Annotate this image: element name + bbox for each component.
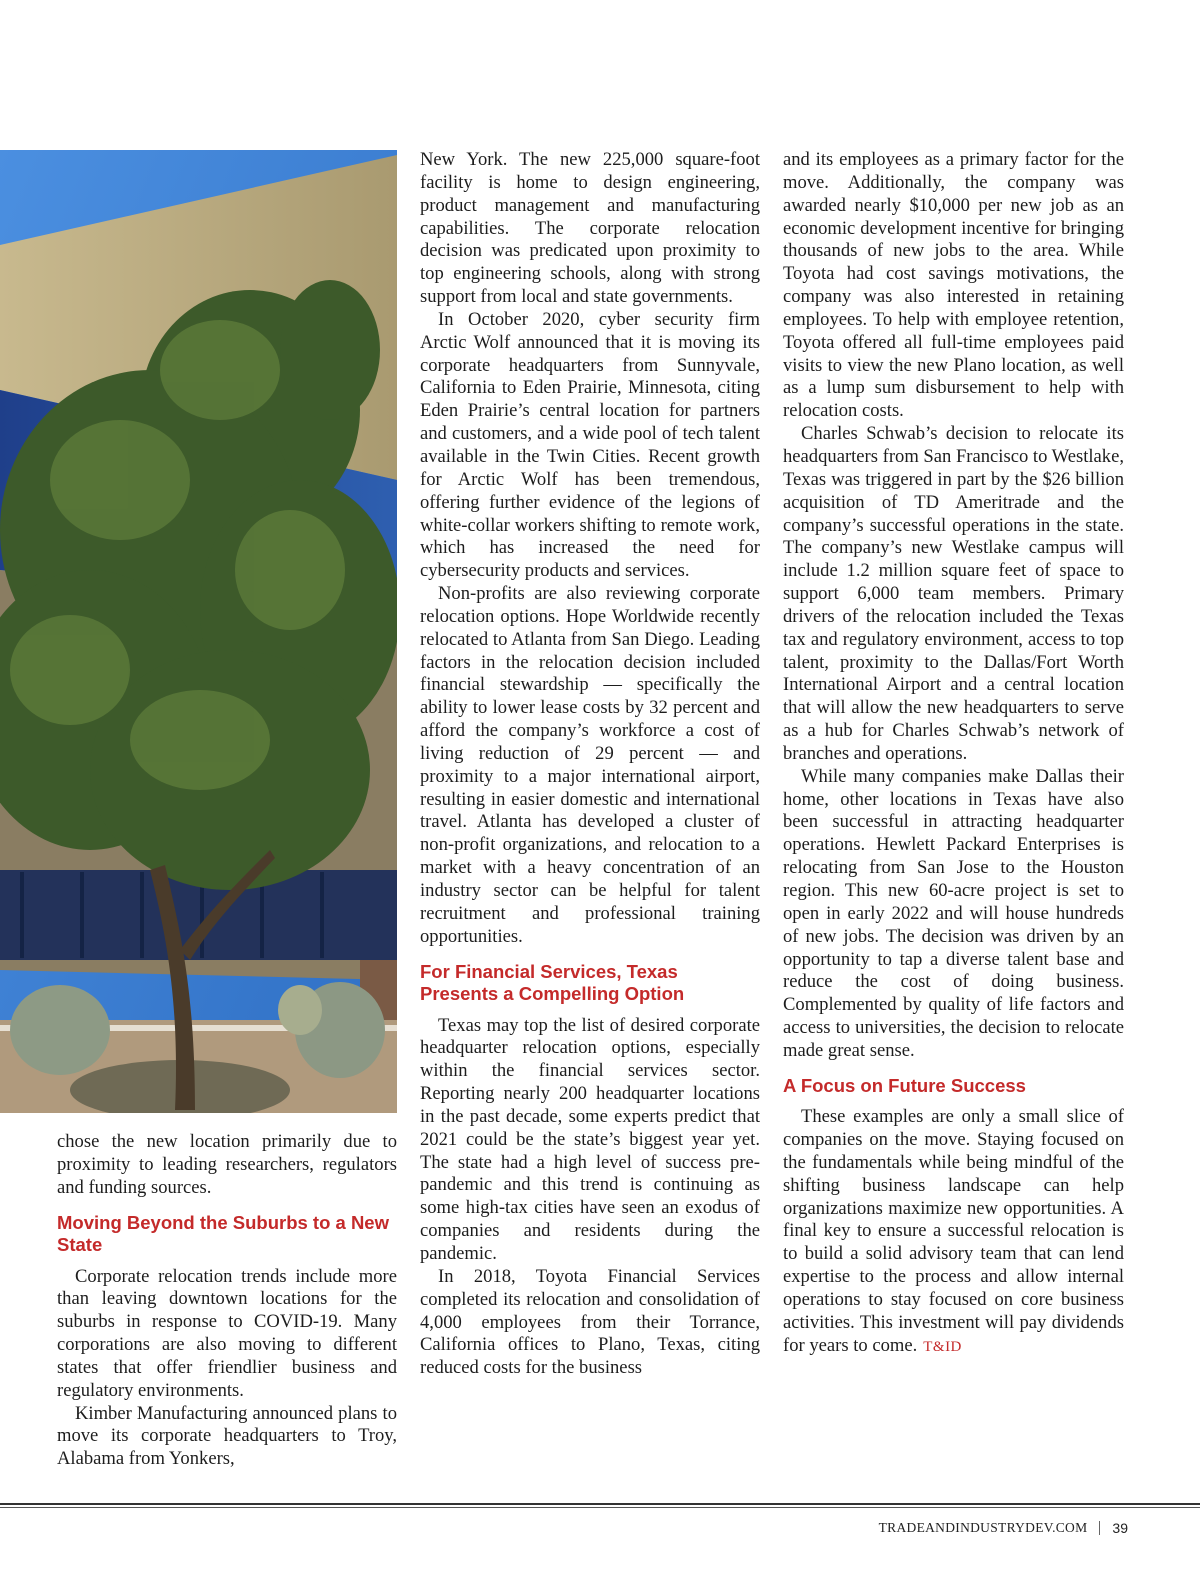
website-url[interactable]: TRADEANDINDUSTRYDEV.COM [878,1520,1088,1535]
paragraph: In October 2020, cyber security firm Arctic Wolf announced that it is moving its corporate headquarters from Sunnyvale, California to Eden Prairie, Minnesota, citing Eden Prairie’s central location for partners and customers, and a wide pool of tech talent available in the Twin Cities. Recent growth for Arctic Wolf has been tremendous, offering further evidence of the legions of white-collar workers shifting to remote work, which has increased the need for cybersecurity products and services. [420,308,760,582]
footer-rule-thin [0,1507,1200,1508]
paragraph [783,1106,1124,1358]
paragraph: Charles Schwab’s decision to relocate its headquarters from San Francisco to Westlake, Texas was triggered in part by the $26 billion acquisition of TD Ameritrade and the company’s successful operations in the state. The company’s new Westlake campus will include 1.2 million square feet of space to support 6,000 team members. Primary drivers of the relocation included the Texas tax and regulatory environment, access to top talent, proximity to the Dallas/Fort Worth International Airport and a central location that will allow the new headquarters to serve as a hub for Charles Schwab’s network of branches and operations. [783,423,1125,764]
page-number: 39 [1112,1520,1128,1536]
paragraph: In 2018, Toyota Financial Services completed its relocation and consolidation of 4,000 employees from their Torrance, California offices to Plano, Texas, citing reduced costs for the business [420,1265,760,1379]
paragraph: While many companies make Dallas their home, other locations in Texas have also been successful in attracting headquarter operations. Hewlett Packard Enterprises is relocating from San Jose to the Houston region. This new 60-acre project is set to open in early 2022 and will house hundreds of new jobs. The decision was driven by an opportunity to tap a diverse talent base and reduce the cost of doing business. Complemented by quality of life factors and access to universities, the decision to relocate made great sense. [783,765,1124,1061]
section-heading-financial-services: For Financial Services, Texas Presents a Compelling Option [420,960,685,1005]
page-footer [879,1520,1128,1536]
section-heading-future-success: A Focus on Future Success [783,1074,1026,1096]
footer-rule [0,1503,1200,1505]
article-column-3 [783,149,1124,1359]
signoff-mark: T&ID [923,1338,962,1355]
paragraph: New York. The new 225,000 square-foot facility is home to design engineering, product management and manufacturing capabilities. The corporate relocation decision was predicated upon proximity to top engineering schools, along with strong support from local and state governments. [420,149,760,308]
paragraph: chose the new location primarily due to proximity to leading researchers, regulators and funding sources. [57,1131,397,1198]
building-photo [0,150,397,1113]
paragraph: and its employees as a primary factor for the move. Additionally, the company was awarded nearly $10,000 per new job as an economic development incentive for bringing thousands of new jobs to the area. While Toyota had cost savings motivations, the company was also interested in retaining employees. To help with employee retention, Toyota offered all full-time employees paid visits to view the new Plano location, as well as a lump sum disbursement to help with relocation costs. [783,149,1124,422]
paragraph: Corporate relocation trends include more than leaving downtown locations for the suburbs in response to COVID-19. Many corporations are also moving to different states that offer friendlier business and regulatory environments. [57,1265,397,1401]
paragraph: Kimber Manufacturing announced plans to move its corporate headquarters to Troy, Alabama from Yonkers, [57,1402,397,1470]
article-column-2 [420,149,760,1380]
paragraph-text: These examples are only a small slice of companies on the move. Staying focused on the fundamentals while being mindful of the shifting business landscape can help organizations maximize new opportunities. A final key to ensure a successful relocation is to build a solid advisory team that can lend expertise to the process and allow internal operations to stay focused on core business activities. This investment will pay dividends for years to come. [783,1106,1124,1356]
section-heading-moving-beyond: Moving Beyond the Suburbs to a New State [57,1211,389,1256]
office-building-with-tree-image [0,150,397,1113]
paragraph: Non-profits are also reviewing corporate relocation options. Hope Worldwide recently relocated to Atlanta from San Diego. Leading factors in the relocation decision included financial stewardship — specifically the ability to lower lease costs by 32 percent and afford the company’s workforce a cost of living reduction of 29 percent — and proximity to a major international airport, resulting in easier domestic and international travel. Atlanta has developed a cluster of non-profit organizations, and relocation to a market with a heavy concentration of an industry sector can be helpful for talent recruitment and professional training opportunities. [420,583,760,947]
footer-separator [1099,1521,1100,1535]
paragraph: Texas may top the list of desired corporate headquarter relocation options, especially within the financial services sector. Reporting nearly 200 headquarter locations in the past decade, some experts predict that 2021 could be the state’s biggest year yet. The state had a high level of success pre-pandemic and this trend is continuing as some high-tax cities have seen an exodus of companies and residents during the pandemic. [420,1014,760,1264]
article-column-1 [57,1131,397,1471]
